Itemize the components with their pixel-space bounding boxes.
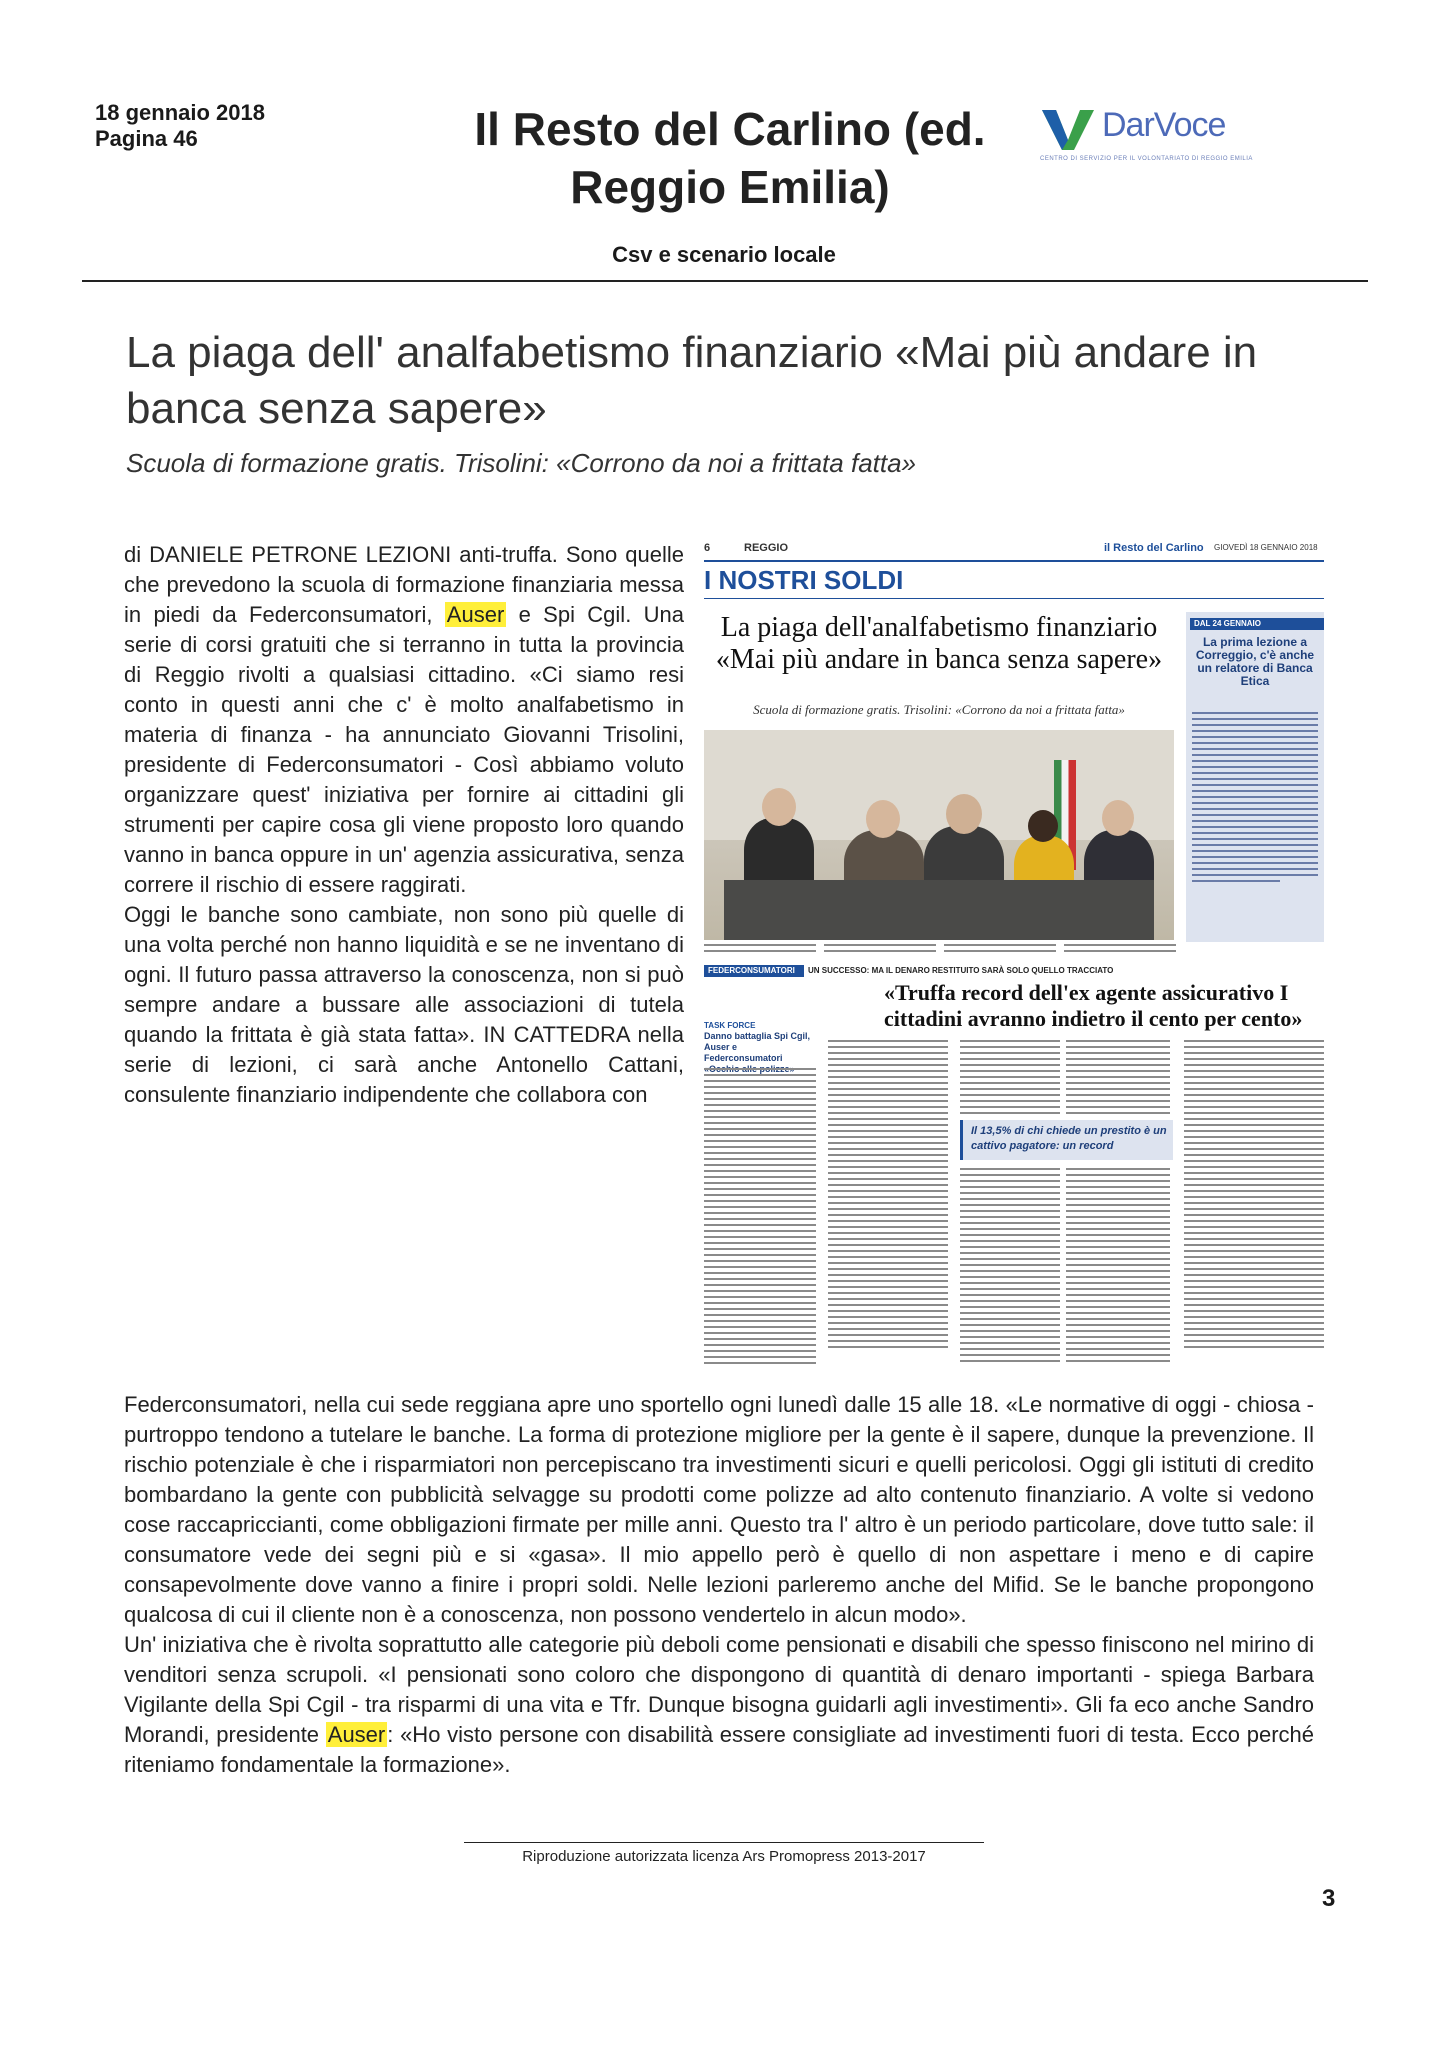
logo-wordmark: DarVoce — [1102, 106, 1226, 144]
logo-tagline: CENTRO DI SERVIZIO PER IL VOLONTARIATO DI REGGIO EMILIA — [1040, 156, 1253, 162]
article-text: Oggi le banche sono cambiate, non sono più quelle di una volta perché non hanno liquidità e se ne inventano di ogni. Il futuro passa attraverso la conoscenza, non si può sempre andare a bussare alle associazioni di tutela quando la frittata è già stata fatta». IN CATTEDRA nella serie di lezioni, ci sarà anche Antonello Cattani, consulente finanziario indipendente che collabora con — [124, 902, 684, 1107]
clipping-body-lines — [824, 944, 936, 956]
publication-title: Il Resto del Carlino (ed. Reggio Emilia) — [474, 103, 986, 213]
callout-text: Il 13,5% di chi chiede un prestito è un cattivo pagatore: un record — [971, 1125, 1167, 1152]
article-text: Un' iniziativa che è rivolta soprattutto alle categorie più deboli come pensionati e disabili che spesso finiscono nel mirino di venditori senza scrupoli. «I pensionati sono coloro che dispongono di quantità di denaro importanti - spiega Barbara Vigilante della Spi Cgil - tra risparmi di una vita e Tfr. Dunque bisogna guidarli agli investimenti». Gli fa eco anche Sandro Morandi, presidente — [124, 1632, 1314, 1747]
article-column-text — [124, 540, 684, 1110]
sidebox-title: La prima lezione a Correggio, c'è anche un relatore di Banca Etica — [1195, 635, 1315, 688]
article-full-width-text — [124, 1390, 1314, 1780]
publication-date: 18 gennaio 2018 — [95, 100, 265, 125]
photo-head — [946, 794, 982, 834]
date-block — [95, 100, 265, 152]
clipping-headline-2: «Truffa record dell'ex agente assicurativo I cittadini avranno indietro il cento per cento» — [884, 980, 1303, 1031]
clipping-body-lines — [960, 1040, 1060, 1118]
article-paragraph: Federconsumatori, nella cui sede reggiana apre uno sportello ogni lunedì dalle 15 alle 18. «Le normative di oggi - chiosa - purtroppo tendono a tutelare le banche. La forma di protezione migliore per la gente è il sapere, dunque la prevenzione. Il rischio potenziale è che i risparmiatori non percepiscano tra investimenti sicuri e quelli pericolosi. Oggi gli istituti di credito bombardano la gente con pubblicità selvagge su prodotti come polizze ad alto contenuto finanziario. A volte si vedono cose raccapriccianti, come obbligazioni firmate per mille anni. Questo tra l' altro è un periodo particolare, dove tutto sale: il consumatore vede dei segni più e si «gasa». Il mio appello però è quello di non aspettare i meno e di capire consapevolmente dove vanno a finire i propri soldi. Nelle lezioni parleremo anche del Mifid. Se le banche propongono qualcosa di cui il cliente non è a conoscenza, non possono vendertelo in alcun modo». — [124, 1392, 1314, 1627]
photo-head — [762, 788, 796, 826]
article-text: : «Ho visto persone con disabilità essere consigliate ad investimenti fuori di testa. Ecco perché riteniamo fondamentale la formazione». — [124, 1722, 1315, 1777]
clipping-body-lines — [960, 1168, 1060, 1366]
highlighted-term: Auser — [446, 602, 505, 627]
photo-table — [724, 880, 1154, 940]
clipping-subtitle: Scuola di formazione gratis. Trisolini: «Corrono da noi a frittata fatta» — [753, 702, 1125, 717]
clipping-photo — [704, 730, 1174, 940]
clipping-body-lines — [1064, 944, 1176, 956]
clipping-body-lines — [1066, 1168, 1170, 1366]
section-label: Csv e scenario locale — [612, 242, 836, 267]
clipping-paper: il Resto del Carlino — [1104, 542, 1204, 554]
photo-head — [1028, 810, 1058, 842]
clipping-body-lines — [944, 944, 1056, 956]
photo-head — [866, 800, 900, 838]
clipping-body-lines — [1184, 1040, 1324, 1352]
clipping-page-number: 6 — [704, 542, 711, 554]
clipping-headline: La piaga dell'analfabetismo finanziario «Mai più andare in banca senza sapere» — [715, 612, 1163, 675]
article-headline: La piaga dell' analfabetismo finanziario «Mai più andare in banca senza sapere» — [126, 328, 1258, 433]
clipping-band — [704, 965, 1324, 977]
clipping-sidebox — [1186, 612, 1324, 942]
clipping-taskforce — [704, 1020, 816, 1075]
sidebox-body-lines — [1192, 712, 1318, 886]
darvoce-mark-icon — [1040, 106, 1096, 152]
photo-head — [1102, 800, 1134, 836]
page-number: 3 — [1322, 1885, 1336, 1912]
band-text: UN SUCCESSO: MA IL DENARO RESTITUITO SARÀ SOLO QUELLO TRACCIATO — [808, 966, 1114, 975]
darvoce-logo — [1040, 106, 1260, 166]
newspaper-clipping — [704, 540, 1324, 1385]
page-label: Pagina 46 — [95, 126, 198, 151]
taskforce-label: TASK FORCE — [704, 1021, 756, 1030]
footer-rule — [464, 1842, 984, 1843]
header-rule — [82, 280, 1368, 282]
clipping-section: REGGIO — [744, 542, 789, 554]
article-paragraph — [124, 1630, 1314, 1780]
taskforce-text: Danno battaglia Spi Cgil, Auser e Federconsumatori — [704, 1031, 811, 1063]
clipping-body-lines — [828, 1040, 948, 1352]
highlighted-term: Auser — [327, 1722, 386, 1747]
clipping-header — [704, 540, 1324, 558]
clipping-callout — [960, 1120, 1173, 1160]
clipping-body-lines — [704, 944, 816, 956]
license-footer: Riproduzione autorizzata licenza Ars Promopress 2013-2017 — [522, 1848, 926, 1865]
band-tag: FEDERCONSUMATORI — [708, 966, 795, 975]
article-text: e Spi Cgil. Una serie di corsi gratuiti che si terranno in tutta la provincia di Reggio rivolti a qualsiasi cittadino. «Ci siamo resi conto in questi anni che c' è molto analfabetismo in materia di finanza - ha annunciato Giovanni Trisolini, presidente di Federconsumatori - Così abbiamo voluto organizzare quest' iniziativa per fornire ai cittadini gli strumenti per capire cosa gli viene proposto loro quando vanno in banca oppure in un' agenzia assicurativa, senza correre il rischio di essere raggirati. — [124, 602, 684, 897]
clipping-body-lines — [1066, 1040, 1170, 1118]
clipping-kicker: I NOSTRI SOLDI — [704, 560, 1324, 599]
article-subtitle: Scuola di formazione gratis. Trisolini: «Corrono da noi a frittata fatta» — [126, 448, 917, 478]
clipping-date: GIOVEDÌ 18 GENNAIO 2018 — [1214, 543, 1318, 552]
article-text: di DANIELE PETRONE LEZIONI anti-truffa. Sono quelle che prevedono la scuola di formazione finanziaria messa in piedi da Federconsumatori, — [124, 542, 684, 627]
clipping-body-lines — [704, 1068, 816, 1368]
sidebox-tag: DAL 24 GENNAIO — [1190, 618, 1324, 630]
